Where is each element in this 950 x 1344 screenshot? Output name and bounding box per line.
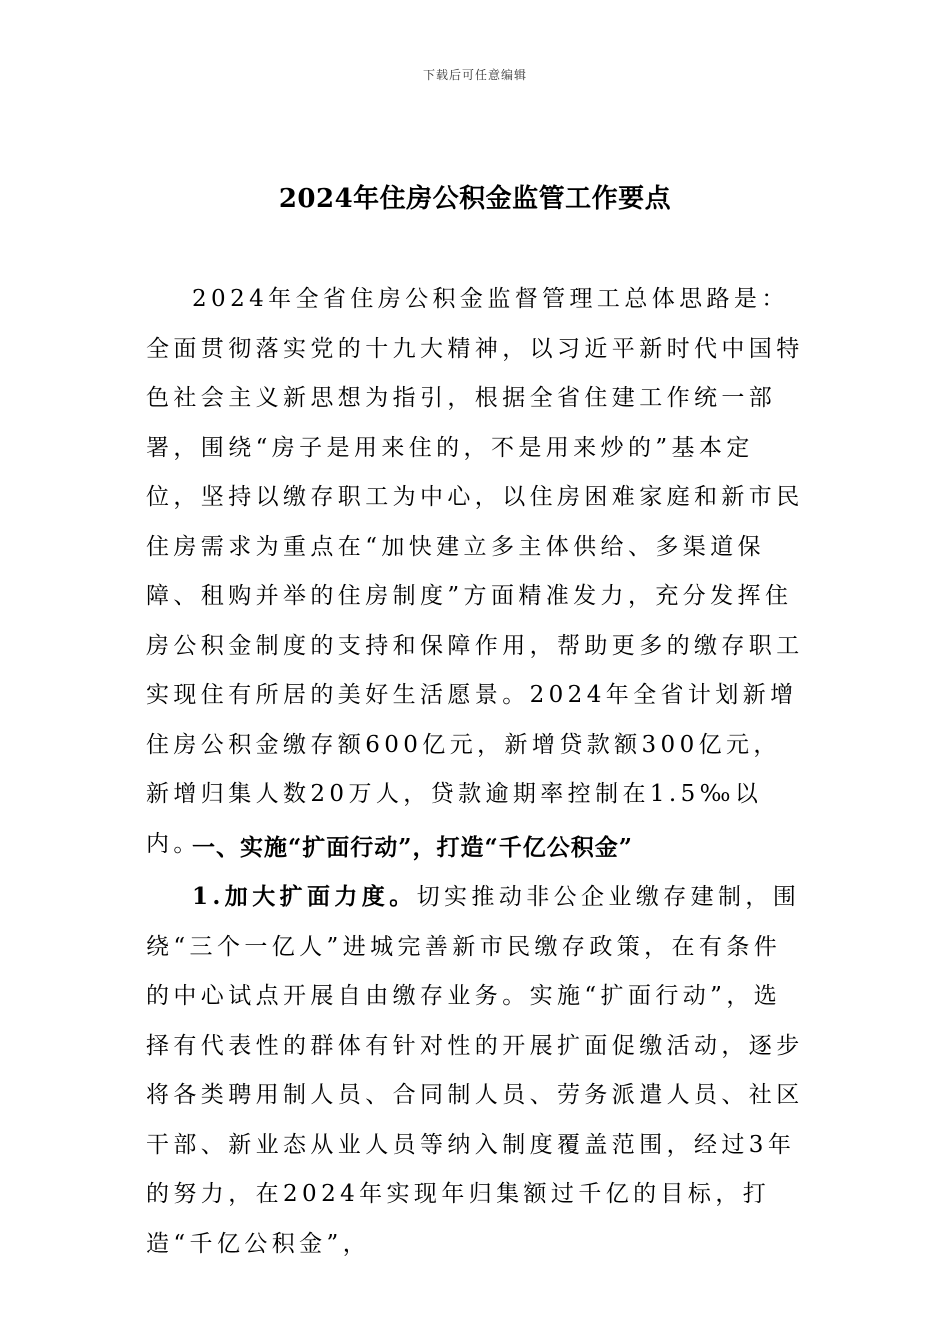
item1-lead: 1.加大扩面力度。 — [192, 883, 417, 910]
section1-item1-paragraph — [146, 872, 806, 1269]
document-title: 2024年住房公积金监管工作要点 — [278, 184, 672, 214]
item1-body: 切实推动非公企业缴存建制，围绕“三个一亿人”进城完善新市民缴存政策，在有条件的中心试点开展自由缴存业务。实施“扩面行动”，选择有代表性的群体有针对性的开展扩面促缴活动，逐步将各类聘用制人员、合同制人员、劳务派遣人员、社区干部、新业态从业人员等纳入制度覆盖范围，经过3年的努力，在2024年实现年归集额过千亿的目标，打造“千亿公积金”， — [146, 884, 804, 1257]
section-heading-1: 一、实施“扩面行动”，打造“千亿公积金” — [192, 834, 633, 861]
header-note: 下载后可任意编辑 — [422, 68, 527, 82]
intro-paragraph — [146, 275, 806, 869]
intro-paragraph-text: 2024年全省住房公积金监督管理工总体思路是：全面贯彻落实党的十九大精神，以习近平新时代中国特色社会主义新思想为指引，根据全省住建工作统一部署，围绕“房子是用来住的，不是用来炒的”基本定位，坚持以缴存职工为中心，以住房困难家庭和新市民住房需求为重点在“加快建立多主体供给、多渠道保障、租购并举的住房制度”方面精准发力，充分发挥住房公积金制度的支持和保障作用，帮助更多的缴存职工实现住有所居的美好生活愿景。2024年全省计划新增住房公积金缴存额600亿元，新增贷款额300亿元，新增归集人数20万人，贷款逾期率控制在1.5‰以内。 — [146, 286, 804, 857]
